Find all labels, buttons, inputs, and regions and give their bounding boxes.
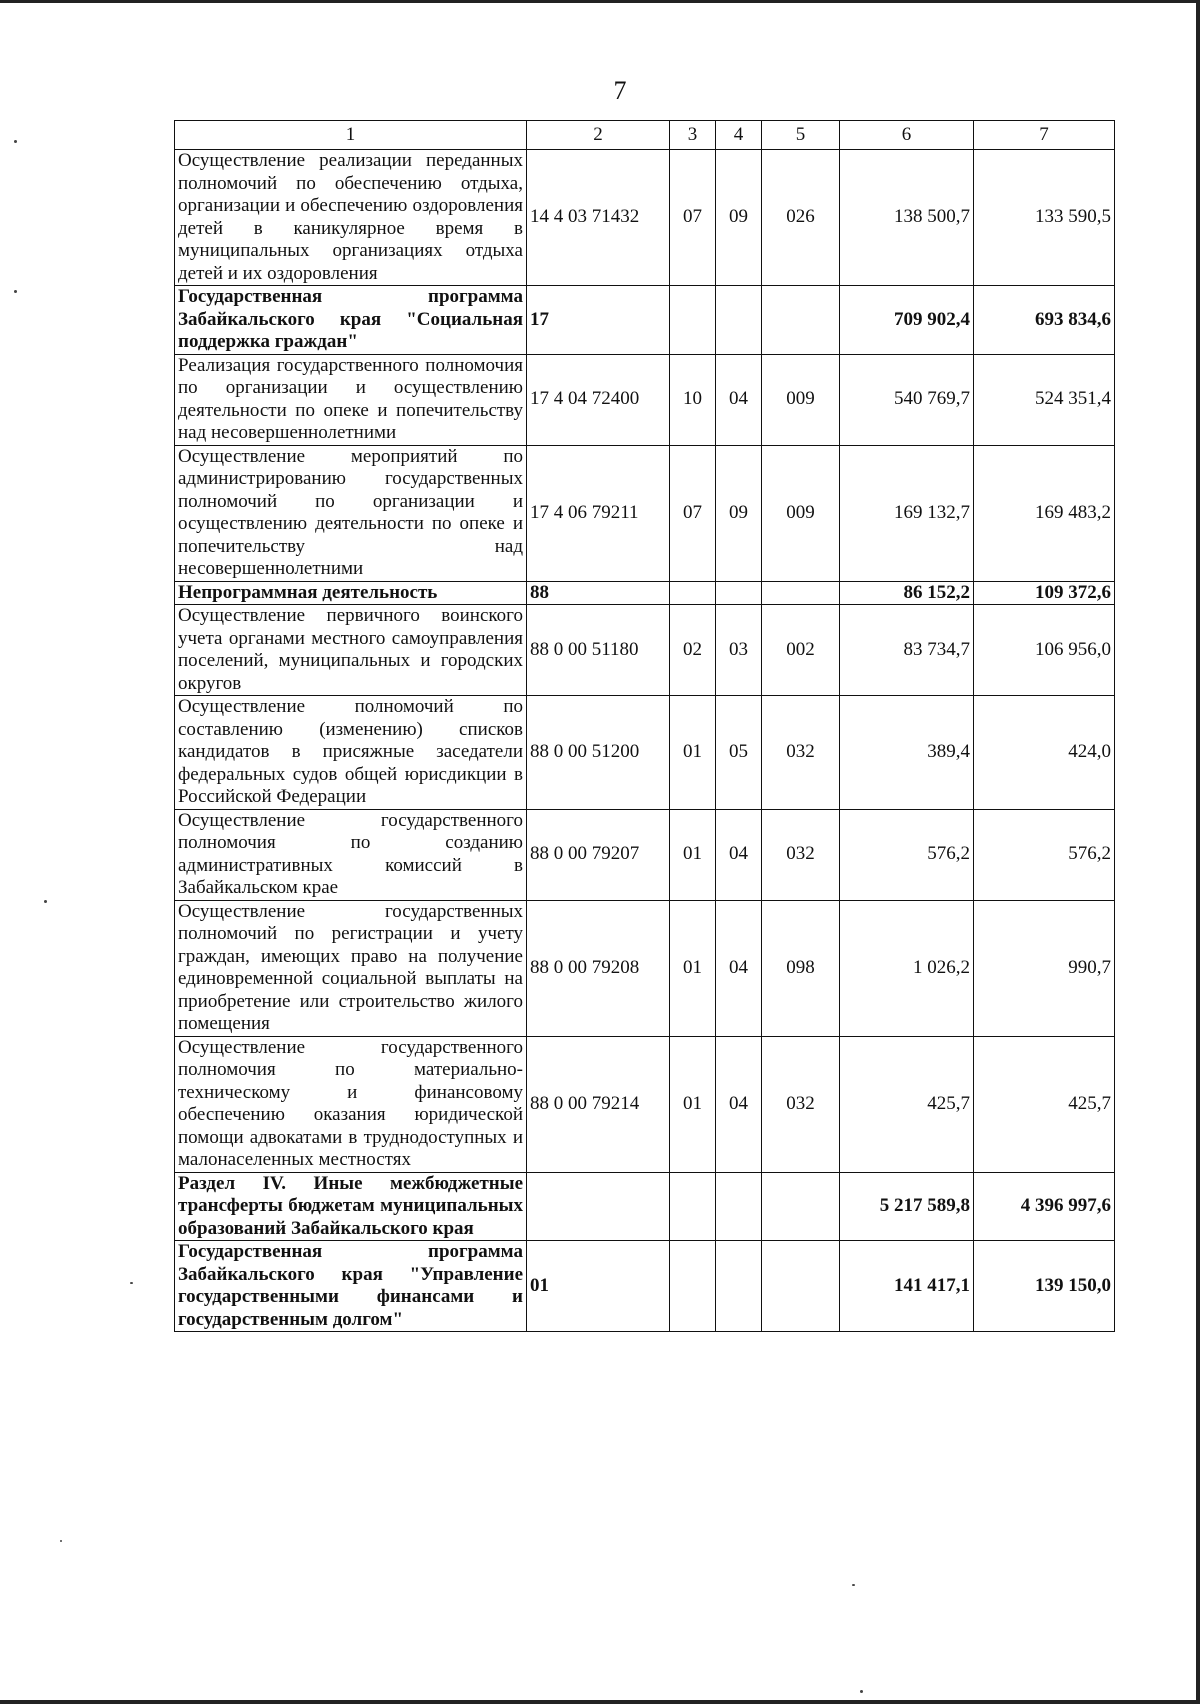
row-expense-type-cell — [762, 581, 840, 605]
row-subsection-cell — [716, 1241, 762, 1332]
budget-table — [174, 120, 1115, 1332]
row-name-cell: Осуществление мероприятий по администрированию государственных полномочий по организации и осуществлению деятельности по опеке и попечительству над несовершеннолетними — [175, 445, 527, 581]
column-header: 7 — [974, 121, 1115, 150]
row-name-cell: Реализация государственного полномочия по организации и осуществлению деятельности по опеке и попечительству над несовершеннолетними — [175, 354, 527, 445]
row-expense-type-cell: 032 — [762, 696, 840, 810]
column-header: 5 — [762, 121, 840, 150]
scan-speck — [130, 1282, 133, 1284]
row-code-cell: 17 4 04 72400 — [527, 354, 670, 445]
row-amount-cell: 138 500,7 — [840, 150, 974, 286]
row-section-cell — [670, 581, 716, 605]
row-amount-cell: 524 351,4 — [974, 354, 1115, 445]
row-code-cell: 17 4 06 79211 — [527, 445, 670, 581]
scan-speck — [860, 1690, 863, 1693]
row-section-cell: 07 — [670, 445, 716, 581]
row-section-cell: 10 — [670, 354, 716, 445]
row-section-cell — [670, 1241, 716, 1332]
table-body — [175, 150, 1115, 1332]
table-row — [175, 286, 1115, 355]
row-name-cell: Государственная программа Забайкальского края "Социальная поддержка граждан" — [175, 286, 527, 355]
row-section-cell: 01 — [670, 696, 716, 810]
row-amount-cell: 1 026,2 — [840, 900, 974, 1036]
row-amount-cell: 109 372,6 — [974, 581, 1115, 605]
column-header: 4 — [716, 121, 762, 150]
table-row — [175, 445, 1115, 581]
row-amount-cell: 169 483,2 — [974, 445, 1115, 581]
row-expense-type-cell — [762, 286, 840, 355]
scan-speck — [60, 1540, 62, 1542]
row-code-cell: 88 0 00 79214 — [527, 1036, 670, 1172]
row-subsection-cell: 04 — [716, 1036, 762, 1172]
row-expense-type-cell: 032 — [762, 809, 840, 900]
row-subsection-cell — [716, 581, 762, 605]
scan-speck — [852, 1584, 855, 1586]
row-subsection-cell: 09 — [716, 150, 762, 286]
row-expense-type-cell: 002 — [762, 605, 840, 696]
header-row — [175, 121, 1115, 150]
column-header: 3 — [670, 121, 716, 150]
row-subsection-cell: 09 — [716, 445, 762, 581]
row-section-cell — [670, 1172, 716, 1241]
table-row — [175, 1036, 1115, 1172]
row-amount-cell: 425,7 — [974, 1036, 1115, 1172]
row-expense-type-cell — [762, 1241, 840, 1332]
row-code-cell: 88 0 00 51180 — [527, 605, 670, 696]
row-expense-type-cell — [762, 1172, 840, 1241]
table-row — [175, 1241, 1115, 1332]
row-amount-cell: 424,0 — [974, 696, 1115, 810]
row-section-cell: 07 — [670, 150, 716, 286]
row-name-cell: Осуществление государственных полномочий по регистрации и учету граждан, имеющих право на получение единовременной социальной выплаты на приобретение или строительство жилого помещения — [175, 900, 527, 1036]
row-section-cell: 01 — [670, 1036, 716, 1172]
row-amount-cell: 4 396 997,6 — [974, 1172, 1115, 1241]
row-subsection-cell: 03 — [716, 605, 762, 696]
row-code-cell: 01 — [527, 1241, 670, 1332]
scan-speck — [44, 900, 47, 903]
row-subsection-cell: 05 — [716, 696, 762, 810]
row-name-cell: Государственная программа Забайкальского края "Управление государственными финансами и государственным долгом" — [175, 1241, 527, 1332]
row-expense-type-cell: 098 — [762, 900, 840, 1036]
row-name-cell: Осуществление государственного полномочия по созданию административных комиссий в Забайкальском крае — [175, 809, 527, 900]
row-amount-cell: 693 834,6 — [974, 286, 1115, 355]
scan-speck — [14, 290, 17, 293]
table-row — [175, 150, 1115, 286]
row-name-cell: Осуществление полномочий по составлению (изменению) списков кандидатов в присяжные заседатели федеральных судов общей юрисдикции в Российской Федерации — [175, 696, 527, 810]
column-header: 1 — [175, 121, 527, 150]
row-amount-cell: 990,7 — [974, 900, 1115, 1036]
row-name-cell: Раздел IV. Иные межбюджетные трансферты бюджетам муниципальных образований Забайкальского края — [175, 1172, 527, 1241]
row-section-cell: 02 — [670, 605, 716, 696]
row-name-cell: Осуществление реализации переданных полномочий по обеспечению отдыха, организации и обеспечению оздоровления детей в каникулярное время в муниципальных организациях отдыха детей и их оздоровления — [175, 150, 527, 286]
table-row — [175, 696, 1115, 810]
row-section-cell — [670, 286, 716, 355]
row-expense-type-cell: 009 — [762, 354, 840, 445]
row-amount-cell: 83 734,7 — [840, 605, 974, 696]
row-amount-cell: 709 902,4 — [840, 286, 974, 355]
table-row — [175, 809, 1115, 900]
row-subsection-cell: 04 — [716, 354, 762, 445]
row-amount-cell: 86 152,2 — [840, 581, 974, 605]
row-subsection-cell: 04 — [716, 809, 762, 900]
table-row — [175, 900, 1115, 1036]
row-amount-cell: 576,2 — [840, 809, 974, 900]
row-section-cell: 01 — [670, 900, 716, 1036]
table-row — [175, 1172, 1115, 1241]
row-name-cell: Непрограммная деятельность — [175, 581, 527, 605]
row-code-cell: 88 0 00 79207 — [527, 809, 670, 900]
row-expense-type-cell: 009 — [762, 445, 840, 581]
row-amount-cell: 133 590,5 — [974, 150, 1115, 286]
row-subsection-cell — [716, 286, 762, 355]
table-row — [175, 581, 1115, 605]
row-code-cell: 14 4 03 71432 — [527, 150, 670, 286]
row-expense-type-cell: 032 — [762, 1036, 840, 1172]
table-row — [175, 354, 1115, 445]
row-code-cell: 17 — [527, 286, 670, 355]
row-code-cell — [527, 1172, 670, 1241]
row-amount-cell: 141 417,1 — [840, 1241, 974, 1332]
row-amount-cell: 106 956,0 — [974, 605, 1115, 696]
row-code-cell: 88 0 00 79208 — [527, 900, 670, 1036]
table-row — [175, 605, 1115, 696]
row-name-cell: Осуществление первичного воинского учета органами местного самоуправления поселений, муниципальных и городских округов — [175, 605, 527, 696]
row-name-cell: Осуществление государственного полномочия по материально-техническому и финансовому обеспечению оказания юридической помощи адвокатами в труднодоступных и малонаселенных местностях — [175, 1036, 527, 1172]
row-subsection-cell: 04 — [716, 900, 762, 1036]
row-amount-cell: 139 150,0 — [974, 1241, 1115, 1332]
row-code-cell: 88 0 00 51200 — [527, 696, 670, 810]
page-number: 7 — [613, 76, 627, 105]
column-header: 6 — [840, 121, 974, 150]
row-subsection-cell — [716, 1172, 762, 1241]
scan-speck — [14, 140, 17, 143]
row-code-cell: 88 — [527, 581, 670, 605]
column-header: 2 — [527, 121, 670, 150]
row-amount-cell: 169 132,7 — [840, 445, 974, 581]
row-expense-type-cell: 026 — [762, 150, 840, 286]
row-amount-cell: 576,2 — [974, 809, 1115, 900]
row-amount-cell: 540 769,7 — [840, 354, 974, 445]
row-amount-cell: 389,4 — [840, 696, 974, 810]
row-amount-cell: 5 217 589,8 — [840, 1172, 974, 1241]
row-amount-cell: 425,7 — [840, 1036, 974, 1172]
row-section-cell: 01 — [670, 809, 716, 900]
